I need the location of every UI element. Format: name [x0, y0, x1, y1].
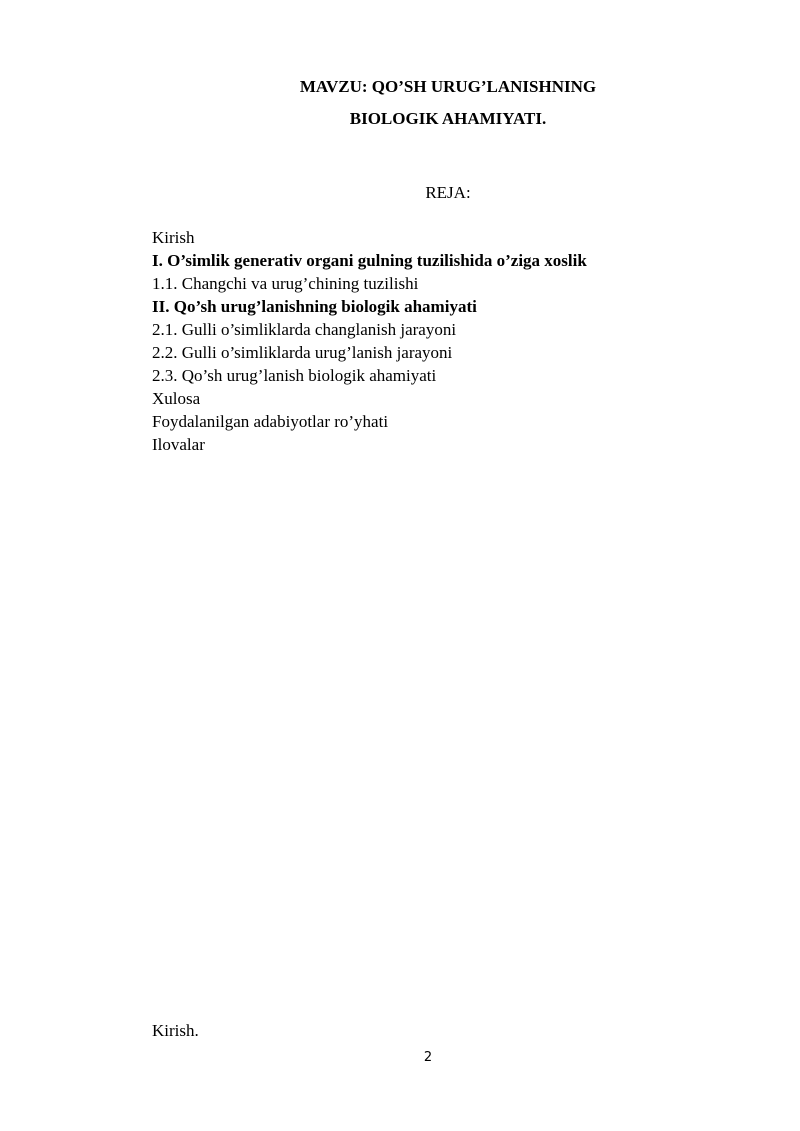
plan-item: Kirish [152, 228, 195, 247]
plan-item: 2.2. Gulli o’simliklarda urug’lanish jarayoni [152, 343, 453, 362]
plan-item: Ilovalar [152, 435, 205, 454]
plan-heading: REJA: [425, 183, 471, 202]
plan-item: I. O’simlik generativ organi gulning tuzilishida o’ziga xoslik [152, 251, 587, 270]
plan-list [152, 226, 587, 456]
plan-item: Xulosa [152, 389, 201, 408]
plan-item: 2.1. Gulli o’simliklarda changlanish jarayoni [152, 320, 457, 339]
page-number: 2 [423, 1050, 433, 1065]
plan-item: 1.1. Changchi va urug’chining tuzilishi [152, 274, 419, 293]
plan-item: II. Qo’sh urug’lanishning biologik ahamiyati [152, 297, 477, 316]
document-title-line-1: MAVZU: QO’SH URUG’LANISHNING [299, 77, 597, 96]
plan-item: 2.3. Qo’sh urug’lanish biologik ahamiyati [152, 366, 437, 385]
plan-item: Foydalanilgan adabiyotlar ro’yhati [152, 412, 389, 431]
document-title-line-2: BIOLOGIK AHAMIYATI. [349, 109, 547, 128]
section-heading-kirish: Kirish. [152, 1021, 199, 1040]
